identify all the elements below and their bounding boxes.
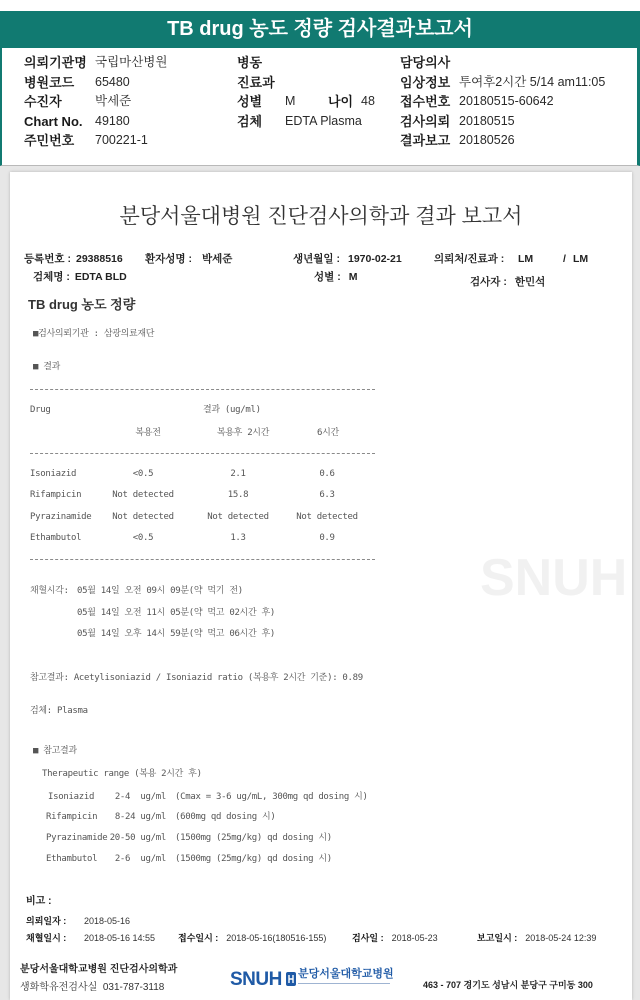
specimen-name-label: 검체명 : — [33, 271, 70, 283]
test-date-value: 2018-05-23 — [391, 933, 438, 943]
reference-range: 2-4 ug/ml — [114, 792, 166, 802]
reference-range: 8-24 ug/ml — [114, 812, 166, 822]
accession-label: 접수번호 — [400, 94, 451, 109]
reference-drug: Rifampicin — [46, 812, 98, 822]
receipt-date — [178, 933, 326, 944]
receipt-date-label: 접수일시 : — [178, 933, 219, 943]
result-drug: Rifampicin — [30, 490, 82, 500]
department-value-1: LM — [518, 253, 534, 265]
result-6h: 0.6 — [319, 469, 335, 479]
result-pre-dose: Not detected — [112, 490, 174, 500]
acetylation-ratio: 참고결과: Acetylisoniazid / Isoniazid ratio (복용후 2시간 기준): 0.89 — [30, 673, 363, 683]
department-label: 의뢰처/진료과 : — [434, 253, 505, 265]
chart-no-label: Chart No. — [24, 114, 83, 129]
resident-no-value: 700221-1 — [95, 133, 148, 147]
patient-name — [145, 253, 232, 266]
resident-no-label: 주민번호 — [24, 133, 75, 148]
tester-value: 한민석 — [514, 276, 546, 288]
title-bar — [0, 11, 640, 48]
doctor-label: 담당의사 — [400, 55, 451, 70]
reference-range: 20-50 ug/ml — [109, 833, 166, 843]
result-6h: 0.9 — [319, 533, 335, 543]
ward-label: 병동 — [237, 55, 263, 70]
patient-sex-value: M — [348, 271, 358, 283]
reference-note: (Cmax = 3-6 ug/mL, 300mg qd dosing 시) — [175, 792, 368, 802]
reference-drug: Ethambutol — [46, 854, 98, 864]
logo-underline — [298, 983, 390, 984]
test-name: TB drug 농도 정량 — [28, 297, 136, 312]
result-pre-dose: <0.5 — [132, 469, 154, 479]
column-result: 결과 (ug/ml) — [203, 405, 261, 415]
birth-date — [293, 253, 402, 266]
table-divider-top — [30, 389, 375, 390]
hospital-code-value: 65480 — [95, 75, 130, 89]
result-pre-dose: <0.5 — [132, 533, 154, 543]
specimen-label: 검체 — [237, 114, 263, 129]
result-drug: Isoniazid — [30, 469, 77, 479]
tester — [470, 276, 545, 289]
reference-drug: Isoniazid — [48, 792, 95, 802]
patient-value: 박세준 — [95, 94, 132, 108]
tester-label: 검사자 : — [470, 276, 507, 288]
specimen-value: EDTA Plasma — [285, 114, 362, 128]
result-6h: Not detected — [296, 512, 358, 522]
result-drug: Ethambutol — [30, 533, 82, 543]
logo-hospital-name: 분당서울대학교병원 — [298, 968, 394, 980]
result-drug: Pyrazinamide — [30, 512, 92, 522]
result-pre-dose: Not detected — [112, 512, 174, 522]
receipt-date-value: 2018-05-16(180516-155) — [226, 933, 327, 943]
column-pre-dose: 복용전 — [135, 428, 161, 438]
reference-note: (1500mg (25mg/kg) qd dosing 시) — [175, 833, 332, 843]
request-date-value: 20180515 — [459, 114, 515, 128]
department-value-2: LM — [573, 253, 589, 265]
age-label: 나이 — [328, 94, 354, 109]
sampling-time: 05월 14일 오후 14시 59분(약 먹고 06시간 후) — [77, 629, 275, 639]
institution-value: 국립마산병원 — [95, 55, 168, 69]
chart-no-value: 49180 — [95, 114, 130, 128]
reference-drug: Pyrazinamide — [46, 833, 108, 843]
institution-label: 의뢰기관명 — [24, 55, 87, 70]
page-title: TB drug 농도 정량 검사결과보고서 — [167, 18, 473, 40]
footer-address: 463 - 707 경기도 성남시 분당구 구미동 300 — [423, 980, 593, 990]
table-divider-bottom — [30, 559, 375, 560]
column-6h: 6시간 — [317, 428, 339, 438]
clinical-info-label: 임상정보 — [400, 75, 451, 90]
reference-heading: ■ 참고결과 — [33, 746, 77, 756]
report-title: 분당서울대병원 진단검사의학과 결과 보고서 — [119, 205, 523, 228]
collection-date-label-text: 채혈일시 : — [26, 933, 67, 943]
reference-note: (600mg qd dosing 시) — [175, 812, 276, 822]
department-separator: / — [563, 253, 566, 265]
request-info-panel — [0, 48, 640, 166]
column-drug: Drug — [30, 405, 51, 415]
request-date-label-text: 의뢰일자 : — [26, 916, 67, 926]
request-date-label: 검사의뢰 — [400, 114, 451, 129]
scanned-report — [10, 172, 632, 1000]
column-2h: 복용후 2시간 — [216, 428, 270, 438]
collection-date-label — [26, 933, 66, 944]
result-6h: 6.3 — [319, 490, 335, 500]
registration-number-value: 29388516 — [76, 253, 123, 265]
result-2h: Not detected — [207, 512, 269, 522]
report-date-value: 20180526 — [459, 133, 515, 147]
specimen-name-value: EDTA BLD — [74, 271, 127, 283]
birth-date-value: 1970-02-21 — [348, 253, 402, 265]
sex-value: M — [285, 94, 296, 108]
logo-text: SNUH — [230, 969, 282, 990]
report-datetime-value: 2018-05-24 12:39 — [525, 933, 597, 943]
report-datetime-label: 보고일시 : — [477, 933, 518, 943]
department-label: 진료과 — [237, 75, 275, 90]
result-2h: 1.3 — [230, 533, 246, 543]
request-date-value: 2018-05-16 — [84, 916, 131, 926]
report-date-label: 결과보고 — [400, 133, 451, 148]
collection-date-value: 2018-05-16 14:55 — [84, 933, 156, 943]
patient-label: 수진자 — [24, 94, 62, 109]
request-date-label — [26, 916, 66, 927]
specimen-note: 검체: Plasma — [30, 706, 88, 716]
specimen-name — [33, 271, 127, 284]
clinical-info-value: 투여후2시간 5/14 am11:05 — [459, 75, 606, 89]
registration-number — [24, 253, 123, 266]
hospital-code-label: 병원코드 — [24, 75, 75, 90]
sex-label: 성별 — [237, 94, 263, 109]
patient-sex-label: 성별 : — [314, 271, 341, 283]
age-value: 48 — [361, 94, 375, 108]
reference-range: 2-6 ug/ml — [114, 854, 166, 864]
patient-sex — [314, 271, 357, 284]
results-heading: ■ 결과 — [33, 362, 61, 372]
test-date — [352, 933, 438, 944]
sampling-label: 채혈시각: — [30, 586, 69, 596]
sampling-time: 05월 14일 오전 09시 09분(약 먹기 전) — [77, 586, 243, 596]
footer-department: 분당서울대학교병원 진단검사의학과 — [20, 964, 178, 975]
result-2h: 15.8 — [227, 490, 249, 500]
snuh-emblem-icon — [286, 972, 296, 986]
patient-name-value: 박세준 — [202, 253, 233, 265]
test-date-label: 검사일 : — [352, 933, 384, 943]
snuh-watermark: SNUH — [480, 549, 628, 607]
remarks-label: 비고 : — [26, 896, 52, 907]
table-divider-header — [30, 453, 375, 454]
reference-subheading: Therapeutic range (복용 2시간 후) — [42, 769, 202, 779]
patient-name-label: 환자성명 : — [145, 253, 192, 265]
reference-note: (1500mg (25mg/kg) qd dosing 시) — [175, 854, 332, 864]
sampling-time: 05월 14일 오전 11시 05분(약 먹고 02시간 후) — [77, 608, 275, 618]
report-datetime — [477, 933, 596, 944]
accession-value: 20180515-60642 — [459, 94, 554, 108]
birth-date-label: 생년월일 : — [293, 253, 340, 265]
requesting-lab: ■검사의뢰기관 : 삼광의료재단 — [33, 329, 155, 339]
registration-number-label: 등록번호 : — [24, 253, 71, 265]
footer-lab-contact: 생화학유전검사실 031-787-3118 — [20, 982, 165, 993]
result-2h: 2.1 — [230, 469, 246, 479]
